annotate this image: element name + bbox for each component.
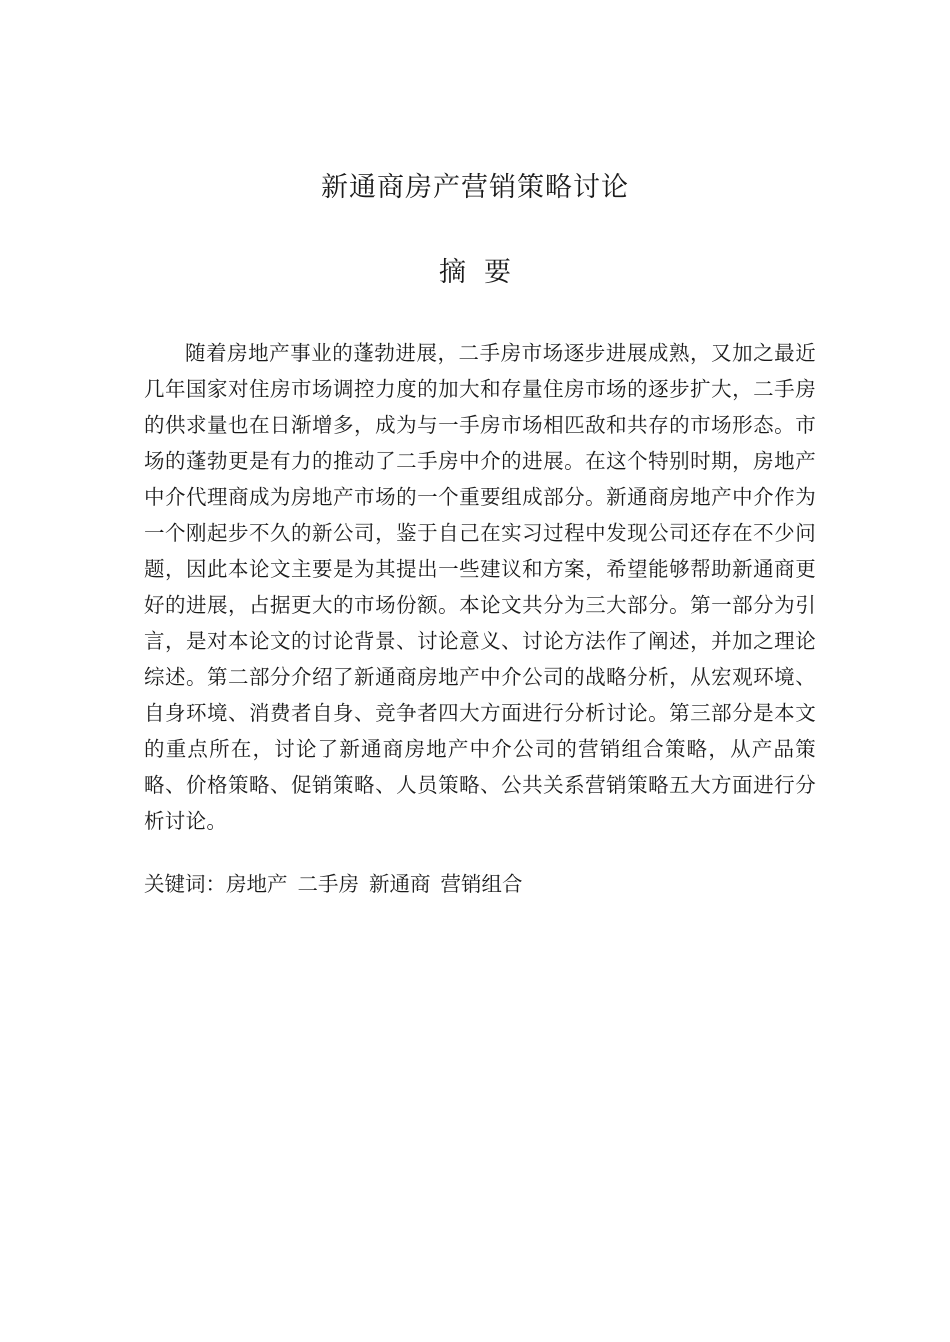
abstract-heading-char-1: 摘 [439,257,466,288]
abstract-heading-char-2: 要 [484,257,511,288]
keyword-2: 二手房 [297,872,359,896]
abstract-body: 随着房地产事业的蓬勃进展，二手房市场逐步进展成熟，又加之最近几年国家对住房市场调控力度的加大和存量住房市场的逐步扩大，二手房的供求量也在日渐增多，成为与一手房市场相匹敌和共存的市场形态。市场的蓬勃更是有力的推动了二手房中介的进展。在这个特别时期，房地产中介代理商成为房地产市场的一个重要组成部分。新通商房地产中介作为一个刚起步不久的新公司，鉴于自己在实习过程中发现公司还存在不少问题，因此本论文主要是为其提出一些建议和方案，希望能够帮助新通商更好的进展，占据更大的市场份额。本论文共分为三大部分。第一部分为引言，是对本论文的讨论背景、讨论意义、讨论方法作了阐述，并加之理论综述。第二部分介绍了新通商房地产中介公司的战略分析，从宏观环境、自身环境、消费者自身、竞争者四大方面进行分析讨论。第三部分是本文的重点所在，讨论了新通商房地产中介公司的营销组合策略，从产品策略、价格策略、促销策略、人员策略、公共关系营销策略五大方面进行分析讨论。 [144,341,816,833]
keyword-1: 房地产 [226,872,288,896]
keyword-4: 营销组合 [440,872,523,896]
abstract-heading [0,253,950,293]
keywords-line [144,868,816,900]
keywords-label: 关键词： [144,872,226,896]
document-title: 新通商房产营销策略讨论 [321,172,629,203]
keyword-3: 新通商 [369,872,431,896]
